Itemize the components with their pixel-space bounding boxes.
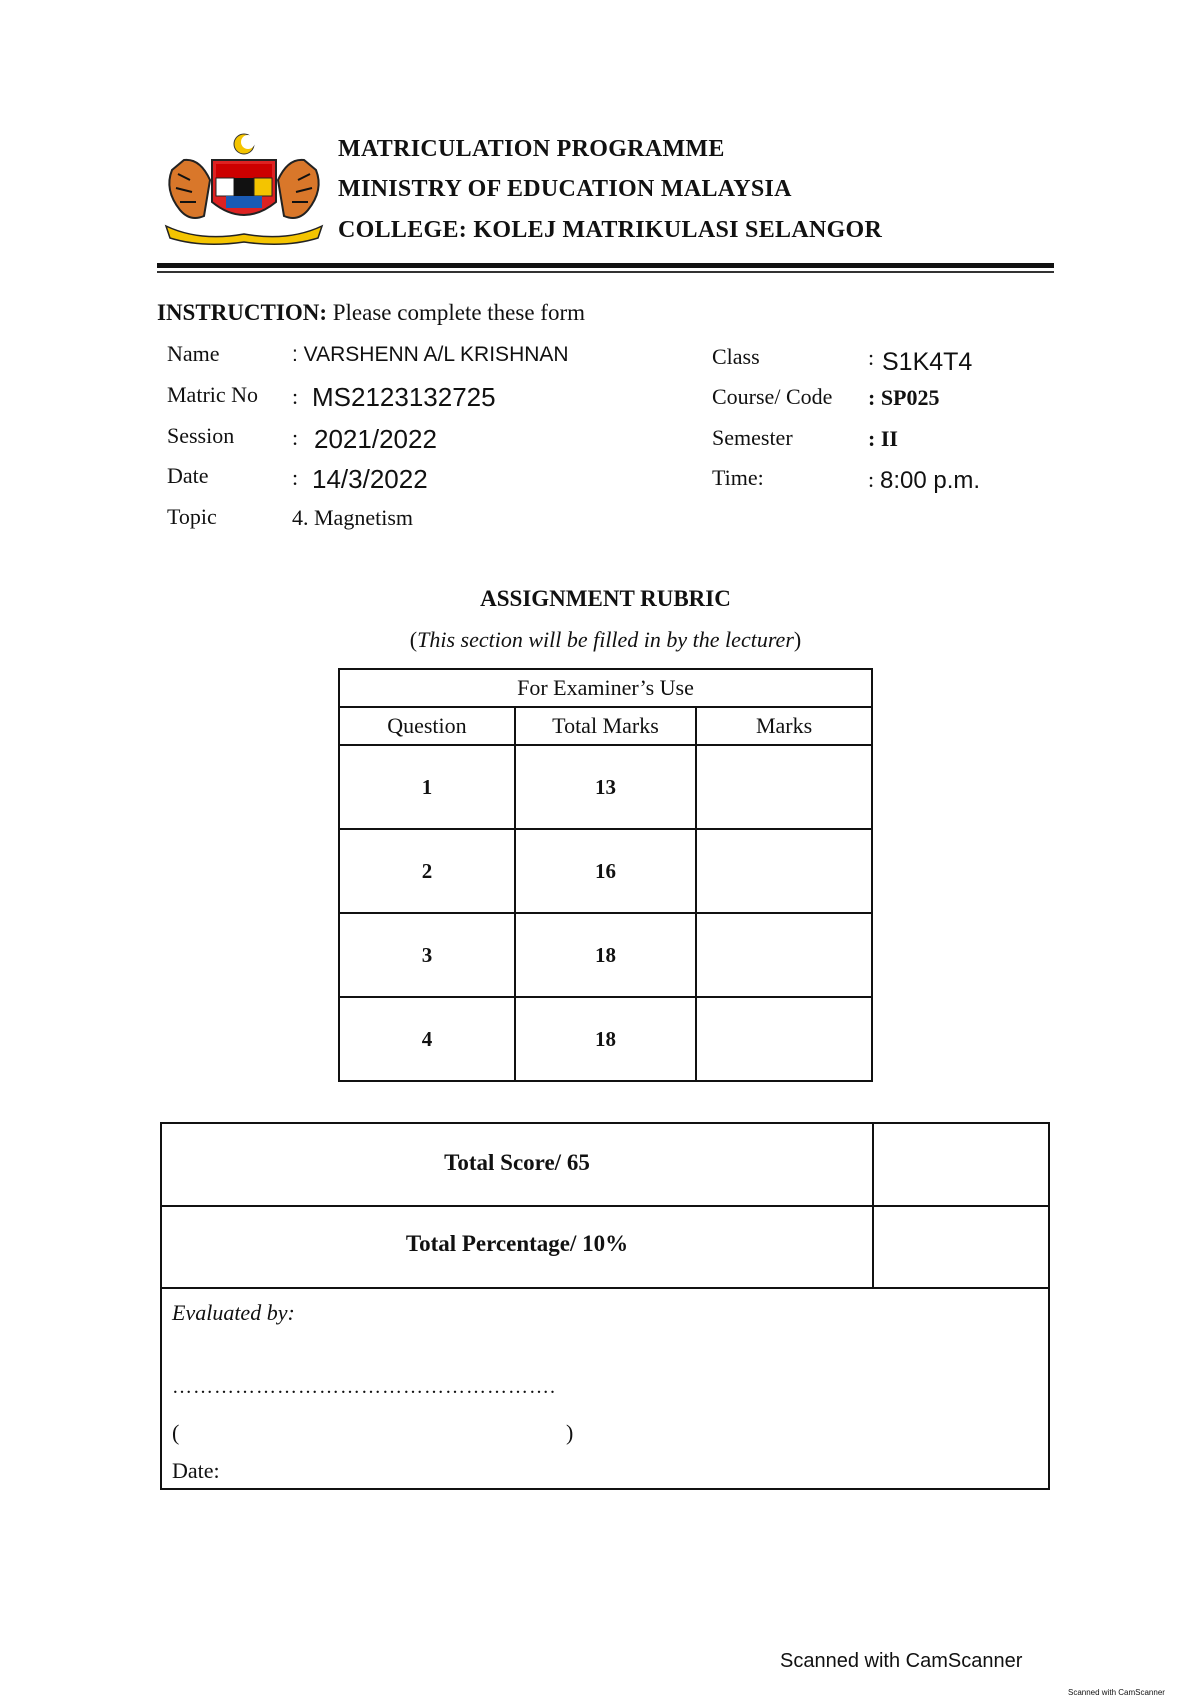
table-row <box>339 829 872 913</box>
question-total: 18 <box>515 997 696 1081</box>
camscanner-watermark: Scanned with CamScanner <box>780 1650 1023 1672</box>
name-paren-close: ) <box>566 1420 574 1445</box>
col-question: Question <box>339 707 515 745</box>
instruction-line <box>157 300 585 326</box>
rubric-table <box>338 668 873 1082</box>
examiner-header: For Examiner’s Use <box>339 669 872 707</box>
question-marks[interactable] <box>696 913 872 997</box>
evaluation-date-label: Date: <box>172 1458 220 1483</box>
question-marks[interactable] <box>696 997 872 1081</box>
question-total: 13 <box>515 745 696 829</box>
evaluated-by-label: Evaluated by: <box>172 1300 295 1325</box>
date-colon: : <box>292 465 299 490</box>
table-row <box>339 745 872 829</box>
topic-label: Topic <box>167 504 217 529</box>
name-label: Name <box>167 341 220 366</box>
rubric-subtitle-text: This section will be filled in by the lecturer <box>417 627 794 652</box>
question-number: 2 <box>339 829 515 913</box>
session-colon: : <box>292 425 299 450</box>
table-row <box>339 997 872 1081</box>
session-label: Session <box>167 423 235 448</box>
class-label: Class <box>712 344 760 369</box>
name-value: : VARSHENN A/L KRISHNAN <box>292 343 569 366</box>
header-line-2: MINISTRY OF EDUCATION MALAYSIA <box>338 176 792 202</box>
table-row <box>339 913 872 997</box>
col-marks: Marks <box>696 707 872 745</box>
instruction-text: Please complete these form <box>326 300 586 325</box>
course-code-value: : SP025 <box>868 385 940 410</box>
matric-colon: : <box>292 384 299 409</box>
rubric-column-headers <box>339 707 872 745</box>
header-line-1: MATRICULATION PROGRAMME <box>338 136 725 162</box>
total-score-label: Total Score/ 65 <box>444 1150 590 1175</box>
semester-label: Semester <box>712 425 793 450</box>
question-marks[interactable] <box>696 745 872 829</box>
date-label: Date <box>167 463 209 488</box>
rubric-subtitle <box>300 627 911 653</box>
date-value: 14/3/2022 <box>312 464 428 494</box>
time-label: Time: <box>712 465 764 490</box>
matric-label: Matric No <box>167 382 259 407</box>
matric-value: MS2123132725 <box>312 382 496 412</box>
signature-line: ………………………………………………. <box>172 1376 556 1398</box>
header-line-3: COLLEGE: KOLEJ MATRIKULASI SELANGOR <box>338 217 883 243</box>
class-colon: : <box>868 345 875 370</box>
time-colon: : <box>868 467 875 492</box>
total-percentage-field[interactable] <box>886 1216 1036 1278</box>
rubric-subtitle-open: ( <box>409 627 418 652</box>
totals-divider <box>872 1124 874 1287</box>
total-score-field[interactable] <box>886 1134 1036 1196</box>
rubric-title: ASSIGNMENT RUBRIC <box>480 586 731 611</box>
rubric-examiner-row <box>339 669 872 707</box>
question-marks[interactable] <box>696 829 872 913</box>
instruction-label: INSTRUCTION: <box>157 300 327 325</box>
question-number: 3 <box>339 913 515 997</box>
question-total: 18 <box>515 913 696 997</box>
question-number: 1 <box>339 745 515 829</box>
total-percentage-label: Total Percentage/ 10% <box>405 1231 629 1256</box>
name-paren-open: ( <box>172 1420 180 1445</box>
malaysia-coat-of-arms-icon <box>160 130 328 248</box>
question-number: 4 <box>339 997 515 1081</box>
topic-value: 4. Magnetism <box>292 505 413 530</box>
header-divider-thin <box>157 271 1054 273</box>
session-value: 2021/2022 <box>314 424 437 454</box>
header-divider <box>157 263 1054 268</box>
camscanner-small-watermark: Scanned with CamScanner <box>1068 1688 1165 1697</box>
course-code-label: Course/ Code <box>712 384 833 409</box>
semester-value: : II <box>868 426 898 451</box>
col-total-marks: Total Marks <box>515 707 696 745</box>
question-total: 16 <box>515 829 696 913</box>
time-value: 8:00 p.m. <box>880 467 981 494</box>
totals-box <box>160 1122 1050 1490</box>
rubric-subtitle-close: ) <box>793 627 802 652</box>
class-value: S1K4T4 <box>882 348 973 376</box>
